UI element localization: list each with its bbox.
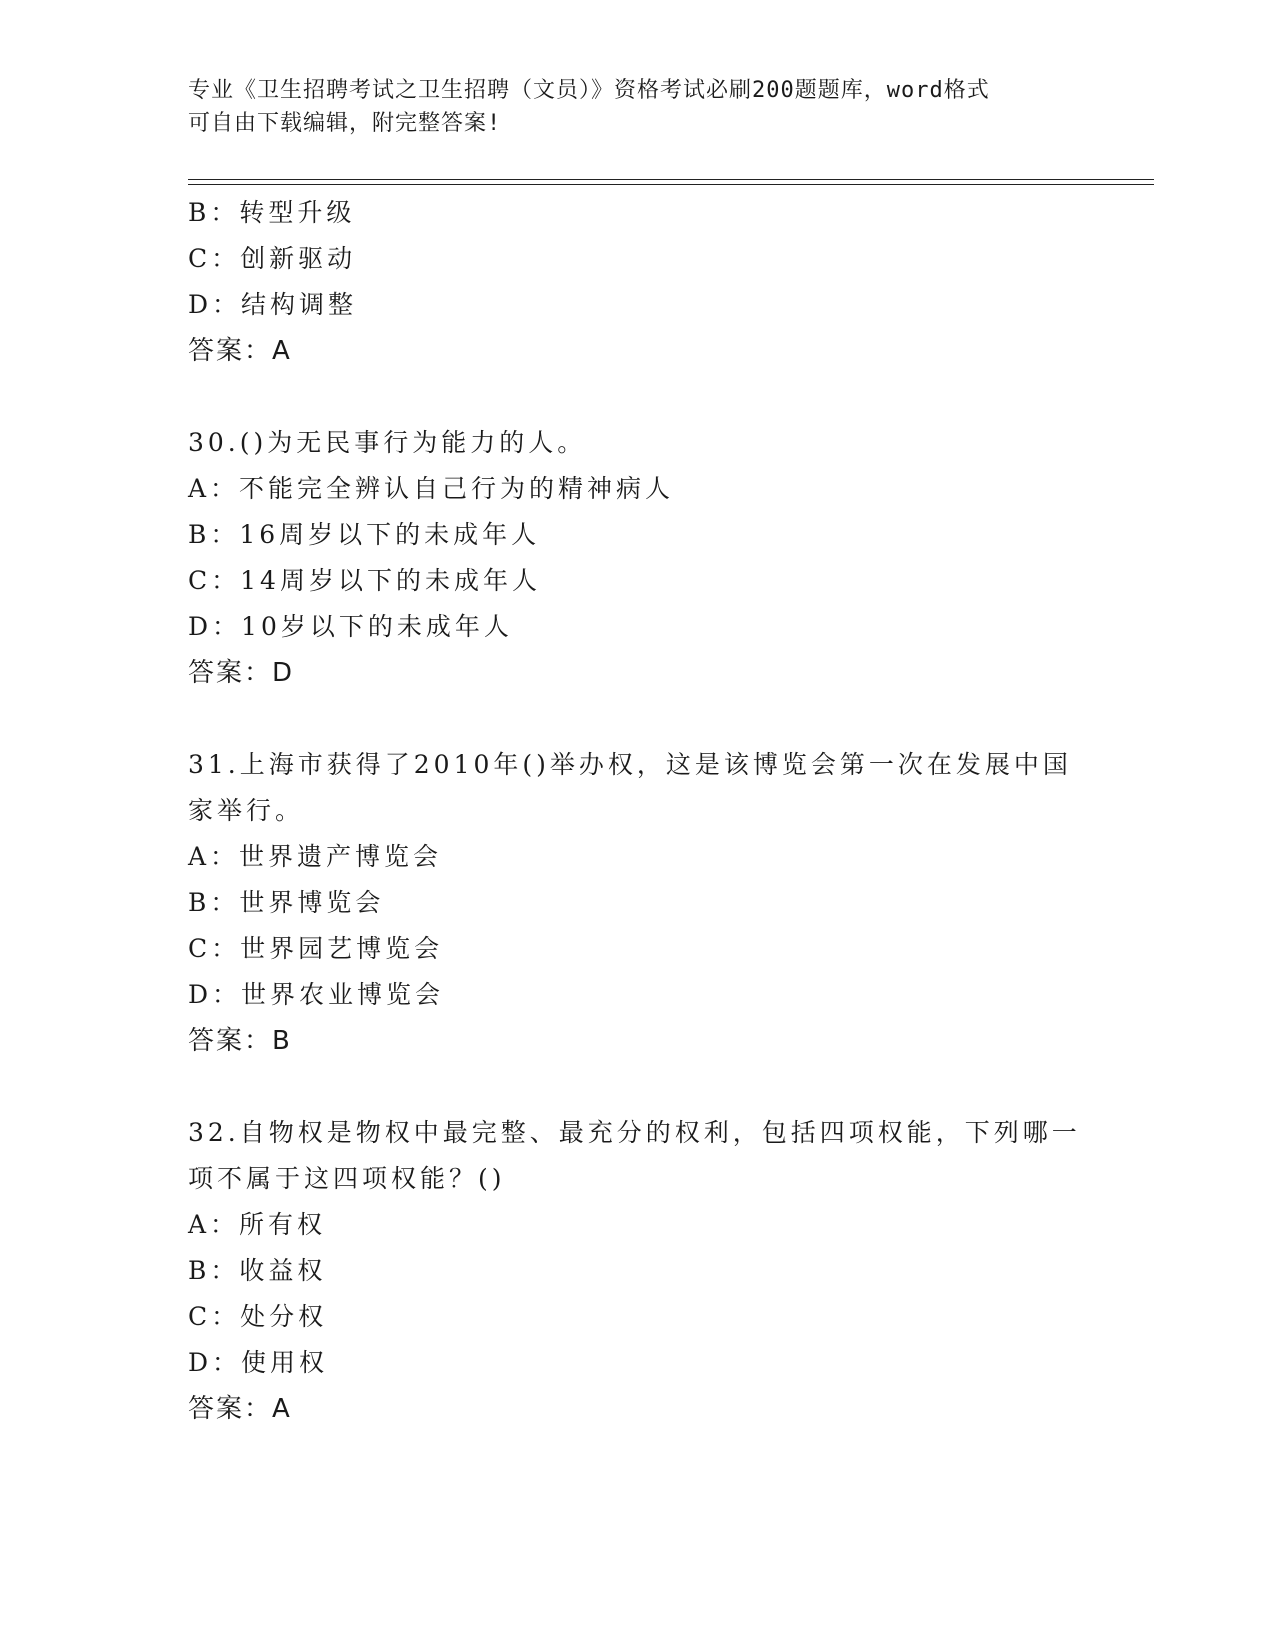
document-header: [188, 74, 1068, 140]
header-divider-bottom: [188, 184, 1154, 185]
question-stem: 32.自物权是物权中最完整、最充分的权利，包括四项权能，下列哪一: [188, 1118, 1081, 1147]
question-content: [188, 190, 1088, 1432]
option-c: C：处分权: [188, 1302, 328, 1331]
question-block-32: [188, 1110, 1088, 1432]
option-d: D：使用权: [188, 1348, 329, 1377]
option-b: B：转型升级: [188, 198, 356, 227]
previous-question-block: [188, 190, 1088, 374]
question-stem: 30.()为无民事行为能力的人。: [188, 428, 587, 457]
option-d: D：结构调整: [188, 290, 358, 319]
option-a: A：不能完全辨认自己行为的精神病人: [188, 474, 675, 503]
option-b: B：世界博览会: [188, 888, 385, 917]
answer-line: 答案：D: [188, 658, 295, 688]
question-block-30: [188, 420, 1088, 696]
header-line-1: 专业《卫生招聘考试之卫生招聘（文员）》资格考试必刷200题题库，word格式: [188, 78, 990, 103]
header-divider-top: [188, 179, 1154, 180]
option-c: C：14周岁以下的未成年人: [188, 566, 541, 595]
question-stem: 31.上海市获得了2010年()举办权，这是该博览会第一次在发展中国: [188, 750, 1072, 779]
option-c: C：世界园艺博览会: [188, 934, 444, 963]
answer-line: 答案：A: [188, 336, 292, 366]
option-b: B：16周岁以下的未成年人: [188, 520, 541, 549]
question-block-31: [188, 742, 1088, 1064]
option-c: C：创新驱动: [188, 244, 357, 273]
option-d: D：10岁以下的未成年人: [188, 612, 513, 641]
option-b: B：收益权: [188, 1256, 327, 1285]
question-stem-continued: 项不属于这四项权能？(): [188, 1164, 506, 1193]
option-d: D：世界农业博览会: [188, 980, 445, 1009]
option-a: A：世界遗产博览会: [188, 842, 443, 871]
header-line-2: 可自由下载编辑，附完整答案!: [188, 111, 502, 136]
question-stem-continued: 家举行。: [188, 796, 305, 825]
option-a: A：所有权: [188, 1210, 327, 1239]
answer-line: 答案：B: [188, 1026, 292, 1056]
answer-line: 答案：A: [188, 1394, 292, 1424]
